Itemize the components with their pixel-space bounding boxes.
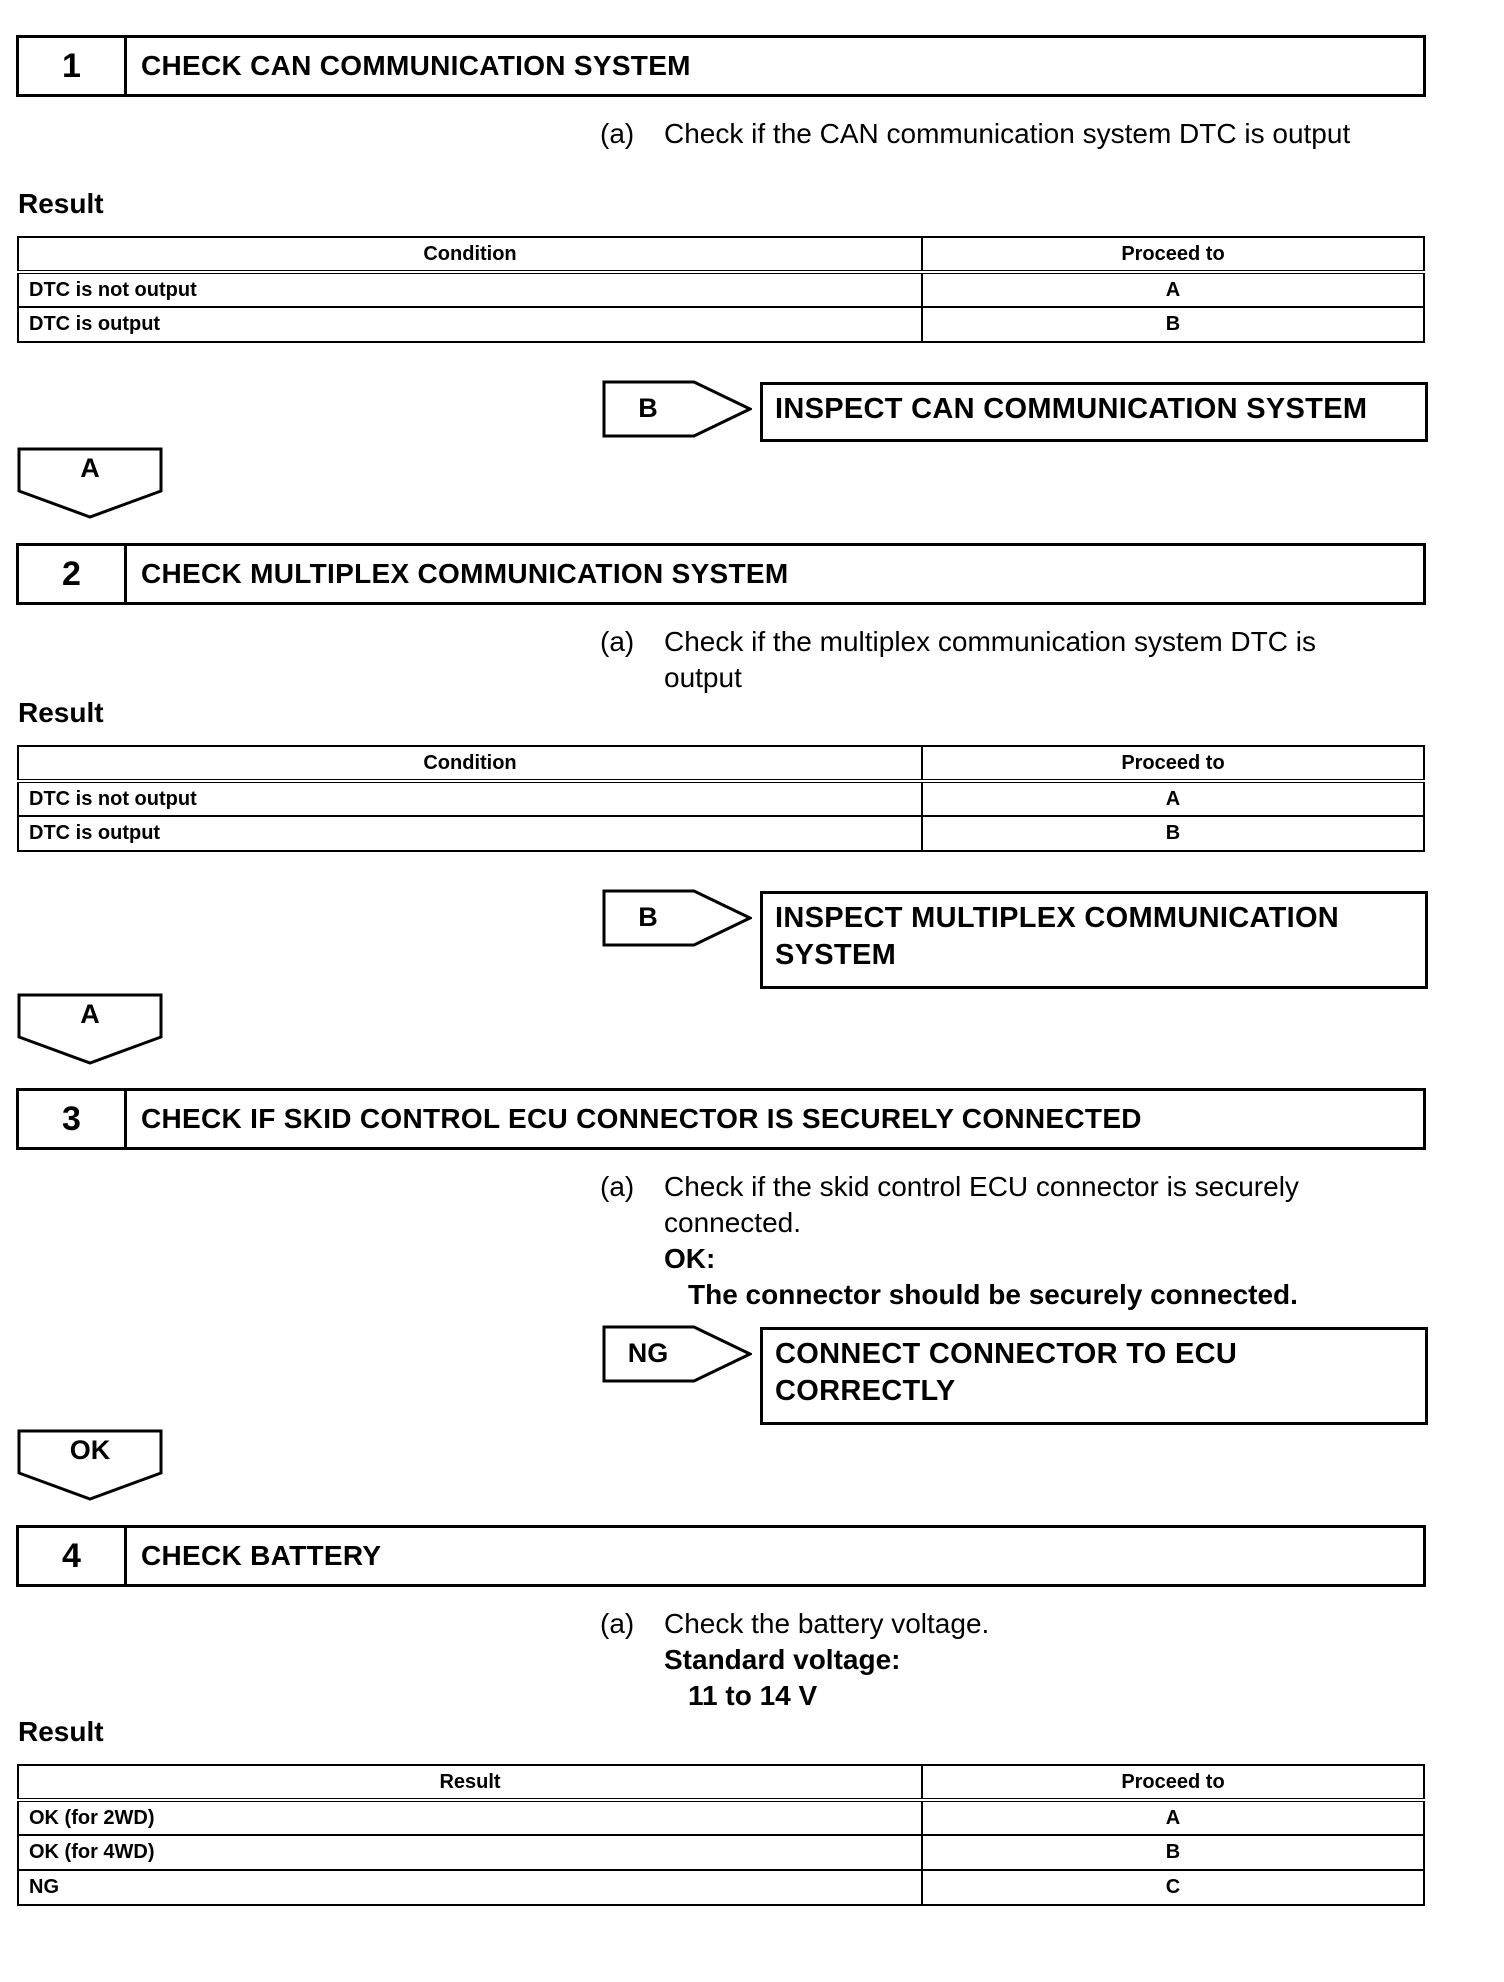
action-text: CORRECTLY: [775, 1375, 956, 1407]
instruction-text: Check the battery voltage.: [664, 1608, 990, 1639]
column-header: Result: [18, 1765, 922, 1800]
step-3-header: [16, 1088, 1426, 1150]
action-text: CONNECT CONNECTOR TO ECU: [775, 1338, 1238, 1370]
table-cell: DTC is output: [18, 307, 922, 342]
column-header: Condition: [18, 746, 922, 781]
ok-spec-text: The connector should be securely connected.: [688, 1279, 1298, 1310]
step-4-result-table: [17, 1764, 1425, 1906]
instruction-label: (a): [600, 1608, 635, 1639]
column-header: Condition: [18, 237, 922, 272]
table-cell: A: [922, 272, 1424, 307]
step-title: CHECK MULTIPLEX COMMUNICATION SYSTEM: [141, 558, 789, 589]
next-a-arrow: [17, 993, 163, 1065]
table-row: [18, 781, 1424, 816]
table-cell: DTC is not output: [18, 781, 922, 816]
action-box: [760, 891, 1428, 989]
instruction-label: (a): [600, 626, 635, 657]
table-row: [18, 272, 1424, 307]
table-cell: DTC is not output: [18, 272, 922, 307]
instruction-label: (a): [600, 1171, 635, 1202]
step-title: CHECK CAN COMMUNICATION SYSTEM: [141, 50, 691, 81]
result-label: Result: [18, 188, 104, 219]
instruction-text: Check if the multiplex communication system DTC is: [664, 626, 1316, 657]
instruction-text: output: [664, 662, 742, 693]
column-header: Proceed to: [922, 746, 1424, 781]
branch-label: B: [638, 392, 658, 423]
action-box: [760, 1327, 1428, 1425]
step-number: 2: [19, 546, 127, 602]
table-header-row: [18, 1765, 1424, 1800]
result-label: Result: [18, 697, 104, 728]
table-cell: A: [922, 781, 1424, 816]
step-2-result-table: [17, 745, 1425, 852]
instruction-label: (a): [600, 118, 635, 149]
step-1-header: [16, 35, 1426, 97]
instruction-text: connected.: [664, 1207, 801, 1238]
table-cell: OK (for 2WD): [18, 1800, 922, 1835]
branch-label: NG: [627, 1337, 669, 1368]
table-cell: NG: [18, 1870, 922, 1905]
table-row: [18, 1870, 1424, 1905]
step-2-header: [16, 543, 1426, 605]
step-4-header: [16, 1525, 1426, 1587]
step-title: CHECK BATTERY: [141, 1540, 382, 1571]
action-text: SYSTEM: [775, 939, 897, 971]
table-row: [18, 1800, 1424, 1835]
table-cell: B: [922, 307, 1424, 342]
column-header: Proceed to: [922, 1765, 1424, 1800]
next-label: A: [80, 453, 100, 483]
table-cell: C: [922, 1870, 1424, 1905]
result-label: Result: [18, 1716, 104, 1747]
step-number: 1: [19, 38, 127, 94]
table-row: [18, 1835, 1424, 1870]
table-cell: DTC is output: [18, 816, 922, 851]
instruction-text: Check if the CAN communication system DTC is output: [664, 118, 1351, 149]
table-row: [18, 307, 1424, 342]
next-a-arrow: [17, 447, 163, 519]
ok-label: OK:: [664, 1243, 716, 1274]
next-label: A: [80, 999, 100, 1029]
table-cell: A: [922, 1800, 1424, 1835]
step-1-result-table: [17, 236, 1425, 343]
table-header-row: [18, 746, 1424, 781]
next-label: OK: [69, 1435, 111, 1465]
column-header: Proceed to: [922, 237, 1424, 272]
table-cell: OK (for 4WD): [18, 1835, 922, 1870]
action-text: INSPECT MULTIPLEX COMMUNICATION: [775, 902, 1340, 934]
standard-label: Standard voltage:: [664, 1644, 901, 1675]
next-ok-arrow: [17, 1429, 163, 1501]
step-number: 3: [19, 1091, 127, 1147]
step-title: CHECK IF SKID CONTROL ECU CONNECTOR IS SECURELY CONNECTED: [141, 1103, 1142, 1134]
branch-label: B: [638, 901, 658, 932]
table-row: [18, 816, 1424, 851]
instruction-text: Check if the skid control ECU connector is securely: [664, 1171, 1299, 1202]
action-text: INSPECT CAN COMMUNICATION SYSTEM: [775, 393, 1368, 425]
standard-value: 11 to 14 V: [688, 1680, 818, 1711]
table-cell: B: [922, 816, 1424, 851]
table-cell: B: [922, 1835, 1424, 1870]
step-number: 4: [19, 1528, 127, 1584]
action-box: [760, 382, 1428, 442]
table-header-row: [18, 237, 1424, 272]
